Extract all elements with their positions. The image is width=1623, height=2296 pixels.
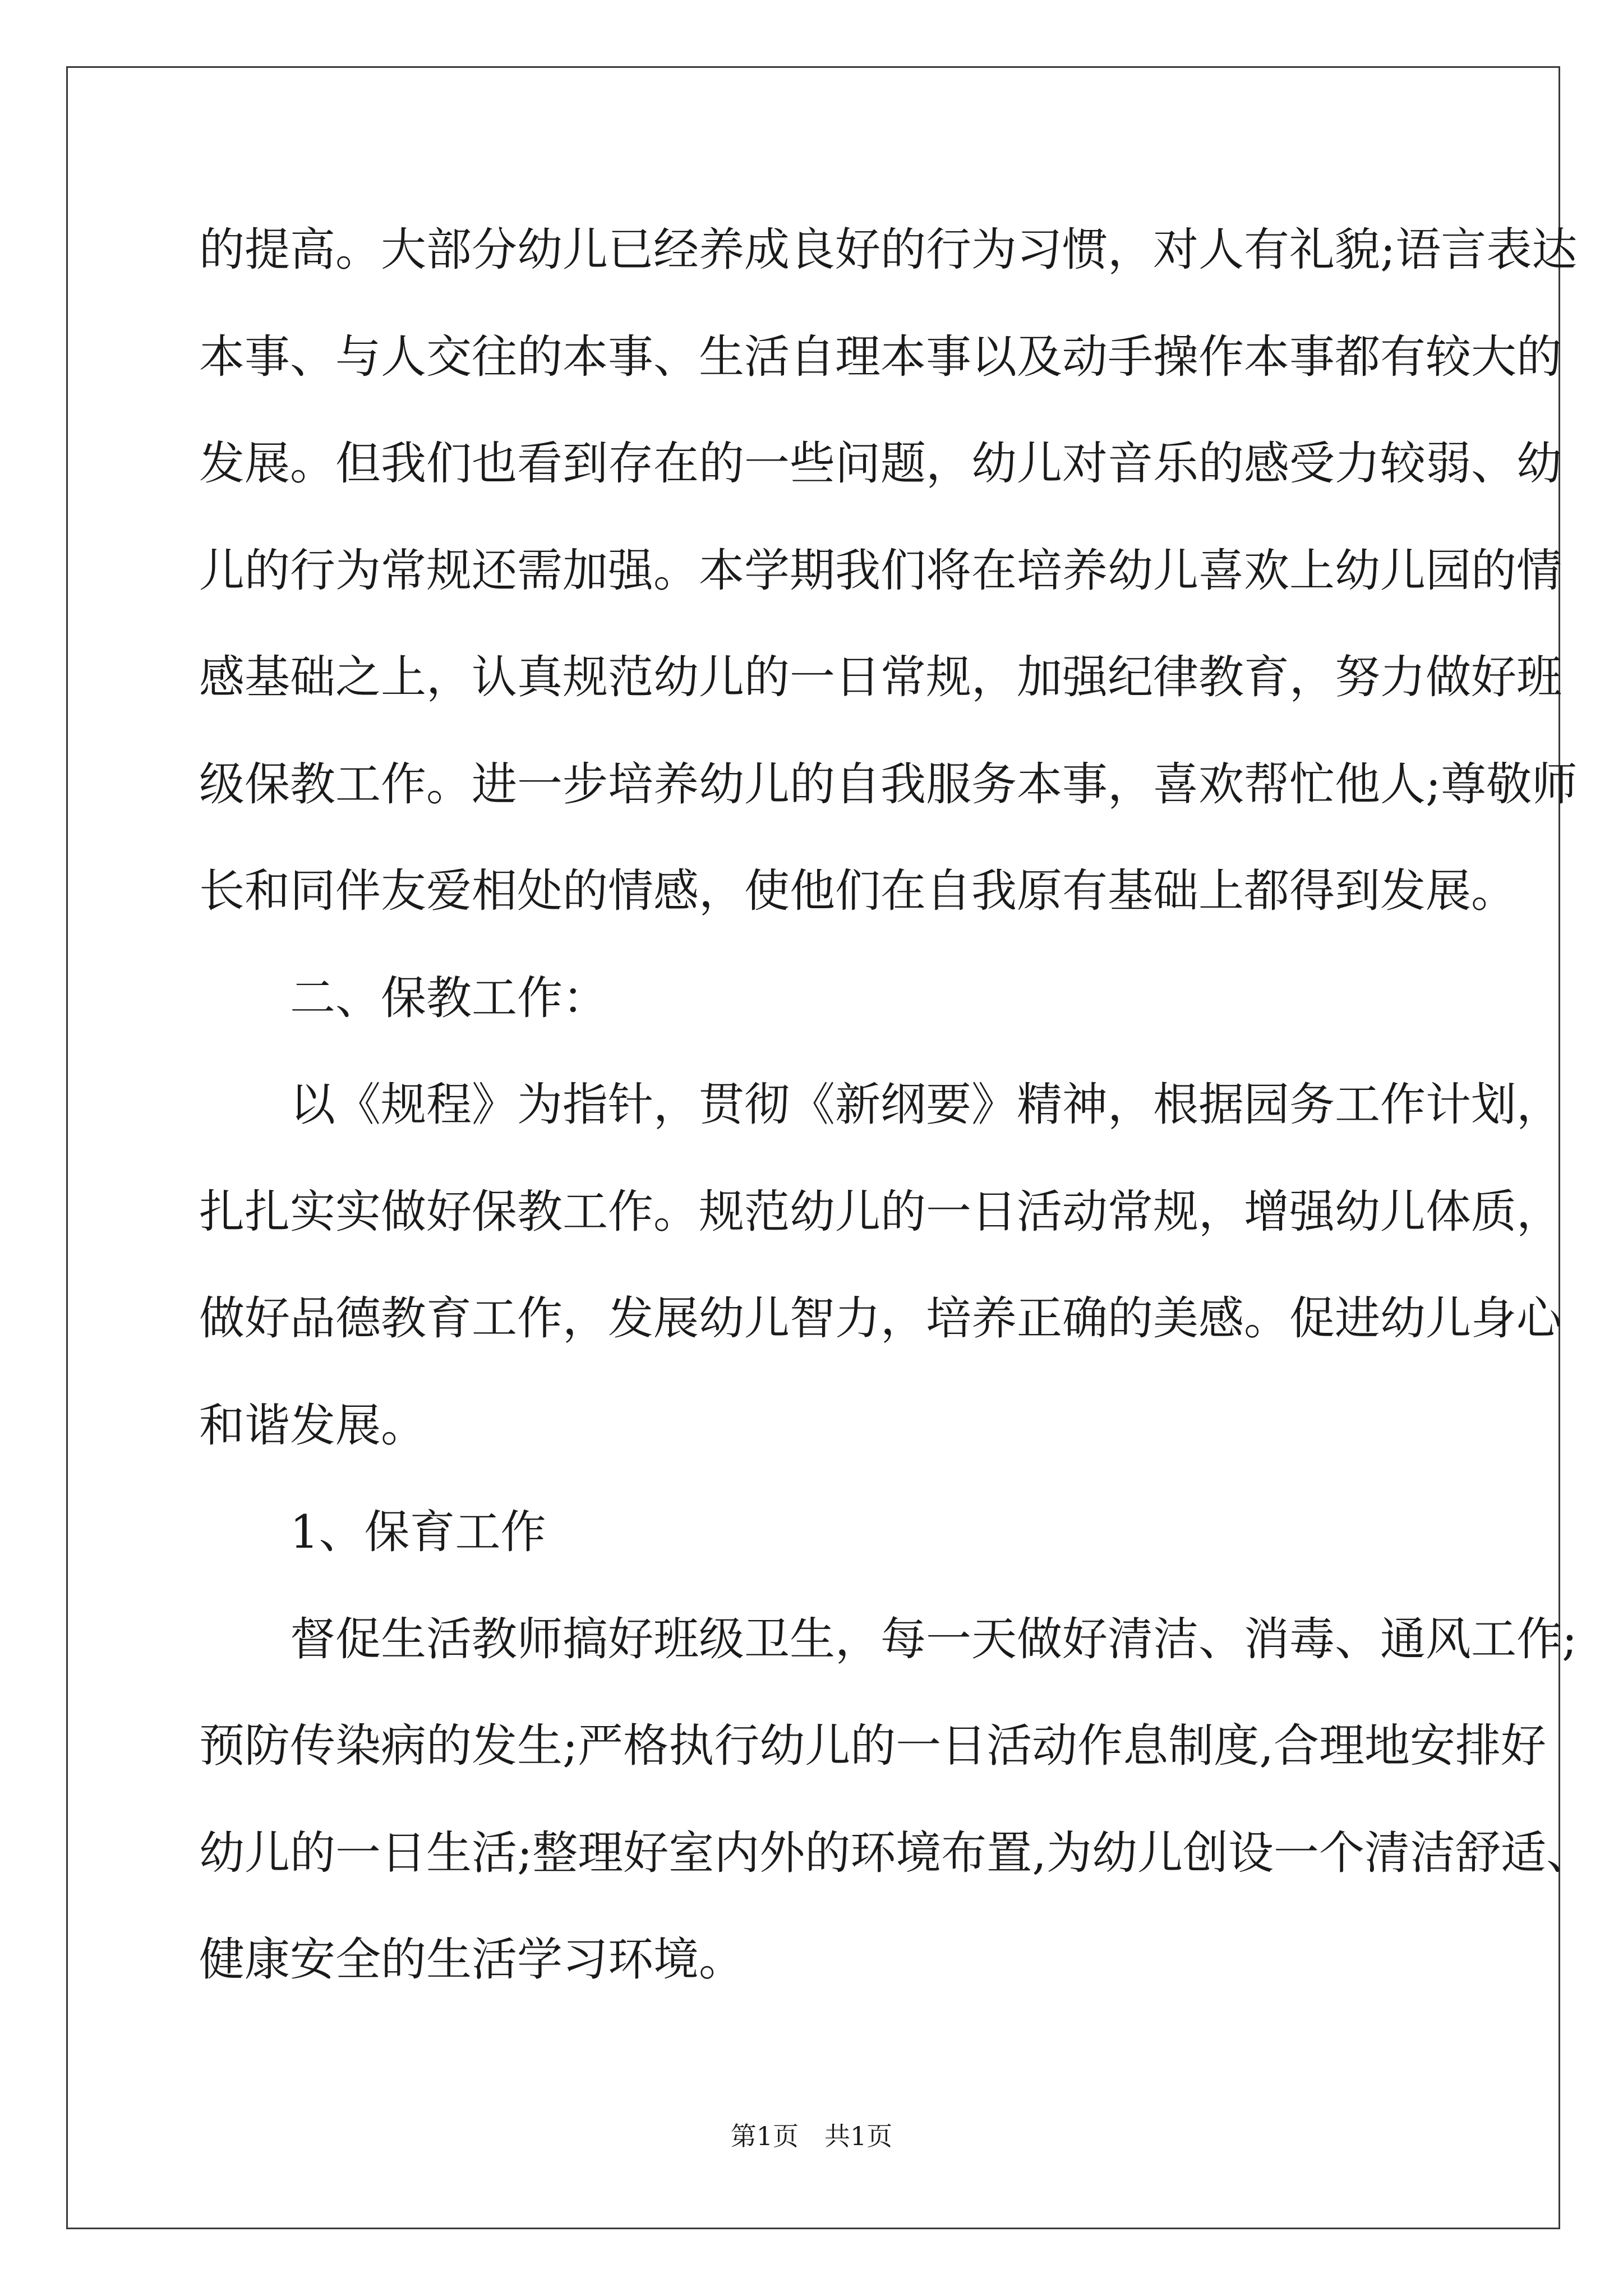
text-line: 长和同伴友爱相处的情感，使他们在自我原有基础上都得到发展。 bbox=[199, 865, 1517, 918]
text-line: 级保教工作。进一步培养幼儿的自我服务本事，喜欢帮忙他人;尊敬师 bbox=[199, 758, 1578, 811]
text-line: 预防传染病的发生;严格执行幼儿的一日活动作息制度,合理地安排好 bbox=[199, 1720, 1547, 1773]
text-line: 和谐发展。 bbox=[199, 1399, 427, 1452]
text-line: 以《规程》为指针，贯彻《新纲要》精神，根据园务工作计划， bbox=[290, 1079, 1562, 1131]
text-line: 督促生活教师搞好班级卫生，每一天做好清洁、消毒、通风工作; bbox=[290, 1613, 1578, 1666]
text-line: 扎扎实实做好保教工作。规范幼儿的一日活动常规，增强幼儿体质， bbox=[199, 1185, 1562, 1239]
text-line: 健康安全的生活学习环境。 bbox=[199, 1934, 745, 1986]
text-line: 感基础之上，认真规范幼儿的一日常规，加强纪律教育，努力做好班 bbox=[199, 651, 1562, 704]
text-line: 二、保教工作： bbox=[290, 972, 608, 1025]
text-line: 的提高。大部分幼儿已经养成良好的行为习惯，对人有礼貌;语言表达 bbox=[199, 224, 1578, 277]
text-line: 儿的行为常规还需加强。本学期我们将在培养幼儿喜欢上幼儿园的情 bbox=[199, 544, 1562, 597]
text-line: 做好品德教育工作，发展幼儿智力，培养正确的美感。促进幼儿身心 bbox=[199, 1292, 1562, 1345]
text-line: 发展。但我们也看到存在的一些问题，幼儿对音乐的感受力较弱、幼 bbox=[199, 438, 1562, 490]
document-body bbox=[199, 220, 1592, 2037]
text-line: 幼儿的一日生活;整理好室内外的环境布置,为幼儿创设一个清洁舒适、 bbox=[199, 1826, 1592, 1880]
text-line: 本事、与人交往的本事、生活自理本事以及动手操作本事都有较大的 bbox=[199, 330, 1562, 384]
text-line: 1、保育工作 bbox=[290, 1506, 546, 1559]
page-footer bbox=[0, 2119, 1623, 2153]
page-number-label: 第1页 共1页 bbox=[730, 2121, 893, 2151]
